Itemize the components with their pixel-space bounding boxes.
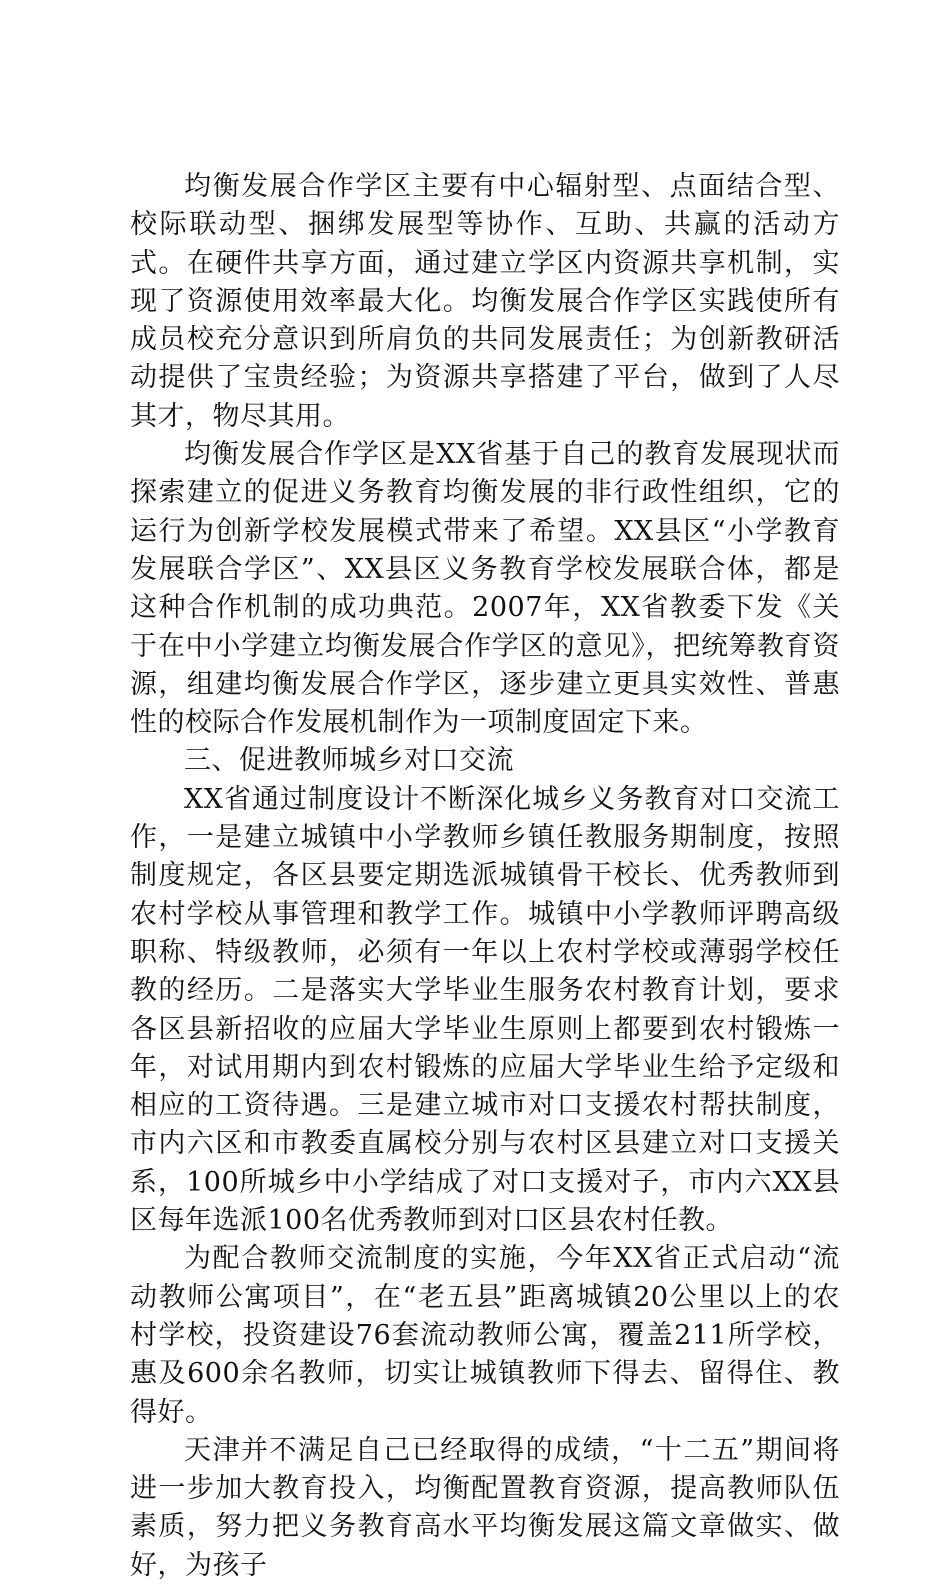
paragraph-5: 天津并不满足自己已经取得的成绩，“十二五”期间将进一步加大教育投入，均衡配置教育资源，提高教师队伍素质，努力把义务教育高水平均衡发展这篇文章做实、做好，为孩子 [130,1434,840,1581]
section-heading: 三、促进教师城乡对口交流 [184,745,514,777]
paragraph-3: XX省通过制度设计不断深化城乡义务教育对口交流工作，一是建立城镇中小学教师乡镇任教服务期制度，按照制度规定，各区县要定期选派城镇骨干校长、优秀教师到农村学校从事管理和教学工作。城镇中小学教师评聘高级职称、特级教师，必须有一年以上农村学校或薄弱学校任教的经历。二是落实大学毕业生服务农村教育计划，要求各区县新招收的应届大学毕业生原则上都要到农村锻炼一年，对试用期内到农村锻炼的应届大学毕业生给予定级和相应的工资待遇。三是建立城市对口支援农村帮扶制度，市内六区和市教委直属校分别与农村区县建立对口支援关系，100所城乡中小学结成了对口支援对子，市内六XX县区每年选派100名优秀教师到对口区县农村任教。 [130,783,840,1237]
paragraph-4: 为配合教师交流制度的实施，今年XX省正式启动“流动教师公寓项目”，在“老五县”距离城镇20公里以上的农村学校，投资建设76套流动教师公寓，覆盖211所学校，惠及600余名教师，切实让城镇教师下得去、留得住、教得好。 [130,1243,840,1428]
paragraph-2: 均衡发展合作学区是XX省基于自己的教育发展现状而探索建立的促进义务教育均衡发展的非行政性组织，它的运行为创新学校发展模式带来了希望。XX县区“小学教育发展联合学区”、XX县区义务教育学校发展联合体，都是这种合作机制的成功典范。2007年，XX省教委下发《关于在中小学建立均衡发展合作学区的意见》，把统筹教育资源，组建均衡发展合作学区，逐步建立更具实效性、普惠性的校际合作发展机制作为一项制度固定下来。 [130,439,840,739]
paragraph-1: 均衡发展合作学区主要有中心辐射型、点面结合型、校际联动型、捆绑发展型等协作、互助、共赢的活动方式。在硬件共享方面，通过建立学区内资源共享机制，实现了资源使用效率最大化。均衡发展合作学区实践使所有成员校充分意识到所肩负的共同发展责任；为创新教研活动提供了宝贵经验；为资源共享搭建了平台，做到了人尽其才，物尽其用。 [130,171,840,432]
document-body [130,168,840,1585]
